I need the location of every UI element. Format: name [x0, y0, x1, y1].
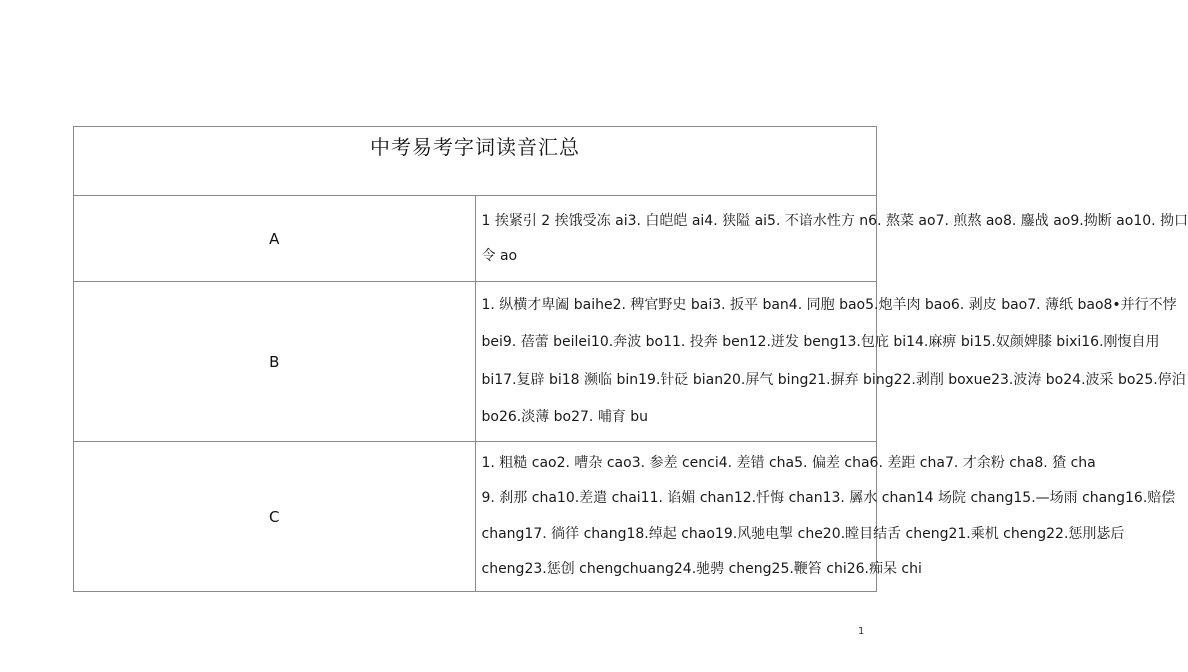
letter-row-a [74, 196, 877, 282]
row-a-content [475, 196, 1188, 282]
letter-row-b [74, 282, 877, 442]
row-b-line-2: bei9. 蓓蕾 beilei10.奔波 bo11. 投奔 ben12.迸发 beng13.包庇 bi14.麻痹 bi15.奴颜婢膝 bixi16.刚愎自用 [481, 334, 1160, 350]
row-c-line-4: cheng23.惩创 chengchuang24.驰骋 cheng25.鞭笞 chi26.痴呆 chi [481, 561, 922, 577]
row-b-line-1: 1. 纵横才卑阖 baihe2. 稗官野史 bai3. 扳平 ban4. 同胞 bao5.炮羊肉 bao6. 剥皮 bao7. 薄纸 bao8•并行不悖 [481, 296, 1177, 313]
row-c-content [475, 442, 1176, 592]
letter-row-c [74, 442, 877, 592]
row-b-content [475, 282, 1186, 442]
letter-label-a: A [74, 196, 476, 282]
row-c-line-1: 1. 粗糙 cao2. 嘈杂 cao3. 参差 cenci4. 差错 cha5. 偏差 cha6. 差距 cha7. 才余粉 cha8. 猹 cha [481, 454, 1096, 471]
row-c-line-2: 9. 刹那 cha10.差遣 chai11. 谄媚 chan12.忏悔 chan13. 羼水 chan14 场院 chang15.—场雨 chang16.赔偿 [481, 490, 1176, 506]
row-b-line-3: bi17.复辟 bi18 濒临 bin19.针砭 bian20.屏气 bing21.摒弃 bing22.剥削 boxue23.波涛 bo24.波采 bo25.停泊 [481, 371, 1186, 388]
document-title: 中考易考字词读音汇总 [370, 135, 580, 159]
row-a-line-1: 1 挨紧引 2 挨饿受冻 ai3. 白皑皑 ai4. 狭隘 ai5. 不谙水性方 n6. 熬菜 ao7. 煎熬 ao8. 鏖战 ao9.拗断 ao10. 拗口 [481, 212, 1188, 229]
letter-label-c: C [74, 442, 476, 592]
title-row [74, 127, 877, 196]
row-b-line-4: bo26.淡薄 bo27. 哺育 bu [481, 409, 649, 425]
page-number: 1 [858, 626, 865, 637]
row-c-line-3: chang17. 徜徉 chang18.绰起 chao19.风驰电掣 che20.瞠目结舌 cheng21.乘机 cheng22.惩刖毖后 [481, 525, 1125, 542]
row-a-line-2: 令 ao [481, 247, 518, 264]
letter-label-b: B [74, 282, 476, 442]
vocabulary-table [73, 126, 1188, 592]
title-cell [74, 127, 877, 196]
